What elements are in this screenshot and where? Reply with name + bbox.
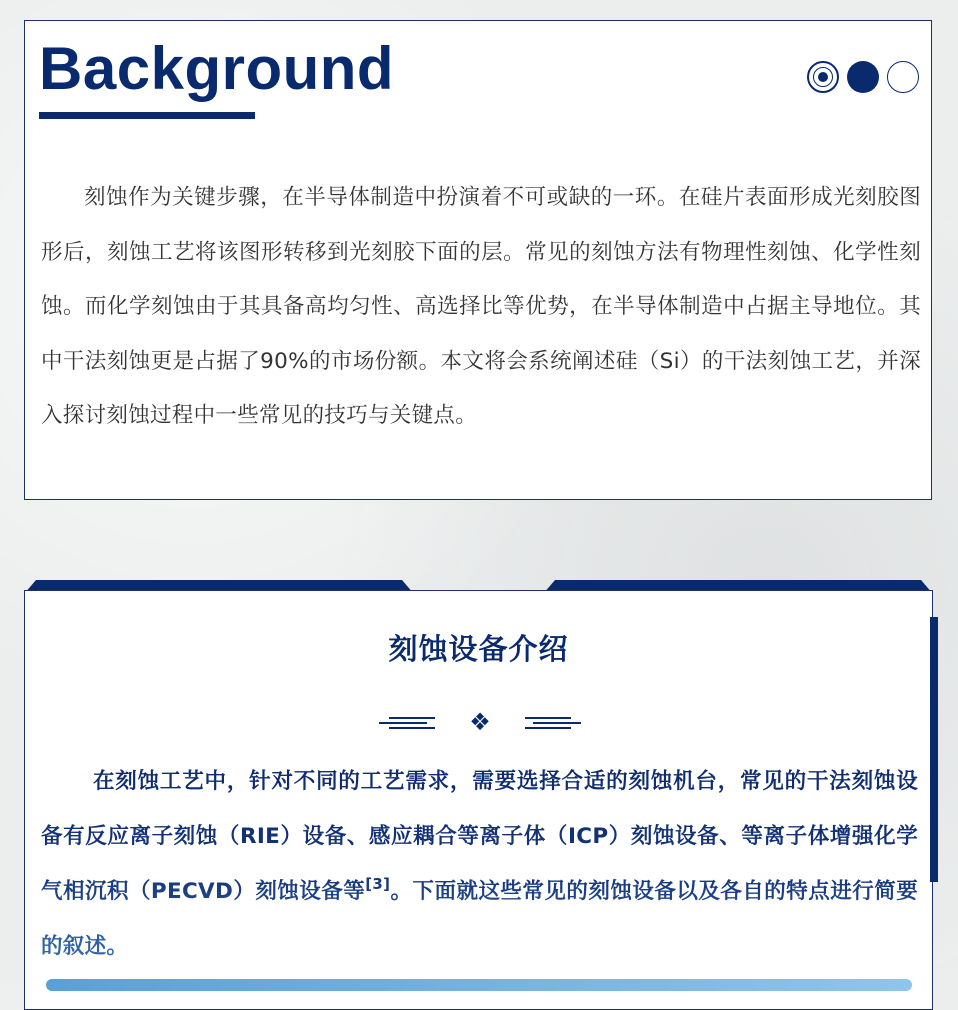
section-title: 刻蚀设备介绍: [388, 632, 569, 666]
side-accent-bar: [930, 617, 938, 882]
reference-marker: [3]: [365, 875, 391, 893]
equipment-card: [24, 590, 933, 1010]
target-circle-icon: [807, 61, 839, 93]
background-title: Background: [39, 35, 395, 102]
bottom-accent-bar: [46, 979, 912, 991]
diamond-icon: ❖: [469, 708, 491, 736]
divider-lines-left: [379, 709, 437, 735]
title-divider: [25, 709, 932, 735]
background-paragraph: 刻蚀作为关键步骤，在半导体制造中扮演着不可或缺的一环。在硅片表面形成光刻胶图形后，刻蚀工艺将该图形转移到光刻胶下面的层。常见的刻蚀方法有物理性刻蚀、化学性刻蚀。而化学刻蚀由于其具备高均匀性、高选择比等优势，在半导体制造中占据主导地位。其中干法刻蚀更是占据了90%的市场份额。本文将会系统阐述硅（Si）的干法刻蚀工艺，并深入探讨刻蚀过程中一些常见的技巧与关键点。: [41, 185, 921, 428]
equipment-paragraph: [41, 754, 918, 974]
equipment-paragraph-text: 在刻蚀工艺中，针对不同的工艺需求，需要选择合适的刻蚀机台，常见的干法刻蚀设备有反应离子刻蚀（RIE）设备、感应耦合等离子体（ICP）刻蚀设备、等离子体增强化学气相沉积（PECVD）刻蚀设备等: [41, 769, 918, 904]
divider-lines-right: [523, 709, 581, 735]
title-underline: [39, 112, 255, 119]
decorative-dots: [807, 61, 921, 95]
empty-circle-icon: [887, 61, 919, 93]
equipment-paragraph-text-end: 。下面就这些常见的刻蚀设备以及各自的特点进行简要的叙述。: [41, 879, 918, 959]
filled-circle-icon: [847, 61, 879, 93]
background-card: [24, 20, 932, 500]
